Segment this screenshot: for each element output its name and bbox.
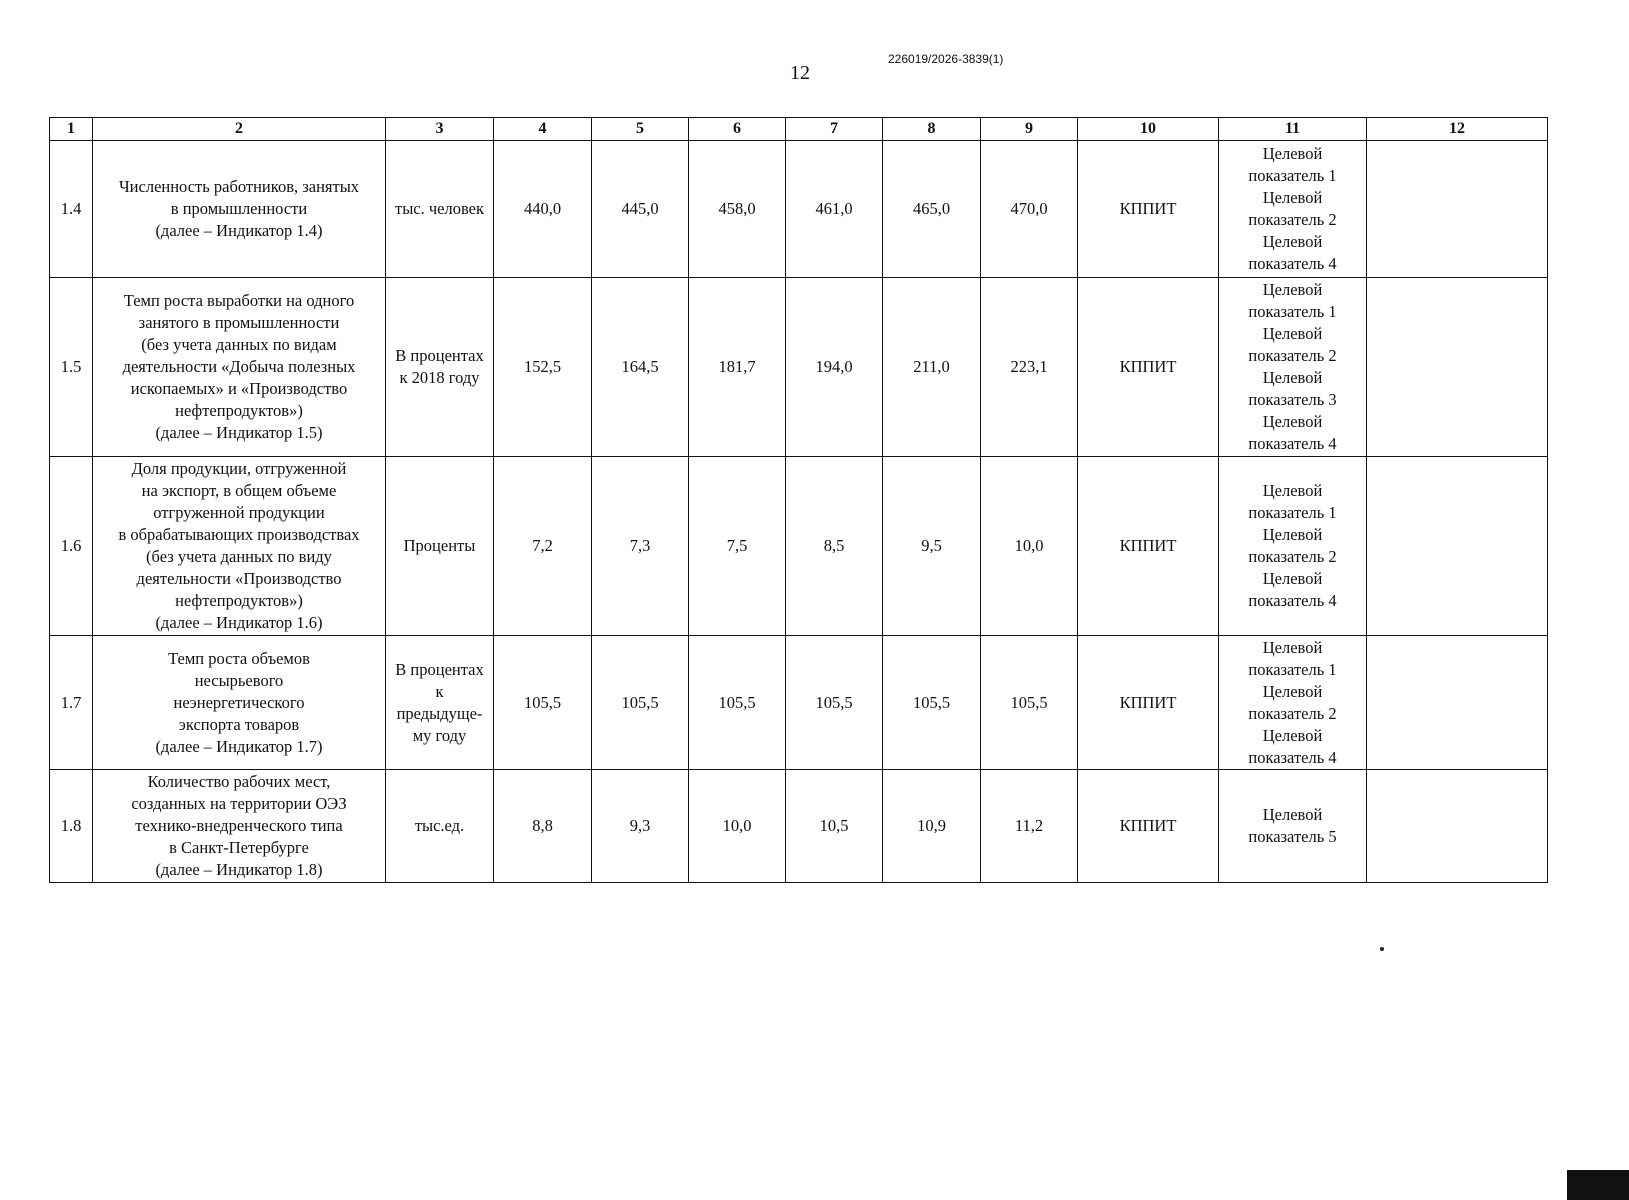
indicator-value: 10,9 [883, 770, 981, 883]
unit-of-measure-line: В процентах [395, 659, 484, 679]
indicator-name [93, 457, 386, 636]
indicator-value: 105,5 [883, 636, 981, 770]
indicator-name [93, 141, 386, 278]
indicator-value: 465,0 [883, 141, 981, 278]
indicator-value: 194,0 [786, 278, 883, 457]
target-indicators-line: показатель 4 [1248, 747, 1337, 767]
page-number: 12 [790, 62, 810, 84]
row-number: 1.6 [50, 457, 93, 636]
indicator-value: 8,5 [786, 457, 883, 636]
indicator-name-line: (далее – Индикатор 1.4) [155, 221, 323, 240]
target-indicators-line: Целевой [1262, 525, 1323, 544]
indicator-name-line: (далее – Индикатор 1.5) [155, 423, 323, 442]
indicator-name-line: нефтепродуктов») [175, 401, 303, 420]
column-header: 9 [981, 118, 1078, 141]
indicator-name-line: Количество рабочих мест, [147, 772, 331, 791]
row-number: 1.5 [50, 278, 93, 457]
column-header: 7 [786, 118, 883, 141]
indicator-value: 11,2 [981, 770, 1078, 883]
indicator-value: 164,5 [592, 278, 689, 457]
indicator-name-line: деятельности «Производство [136, 569, 342, 588]
column-header: 5 [592, 118, 689, 141]
unit-of-measure-line: тыс.ед. [414, 816, 465, 835]
unit-of-measure-line: тыс. человек [394, 199, 484, 218]
target-indicators [1219, 636, 1367, 770]
target-indicators-line: показатель 5 [1248, 827, 1337, 846]
target-indicators-line: Целевой [1262, 368, 1323, 387]
target-indicators-line: Целевой [1262, 324, 1323, 343]
indicator-name-line: деятельности «Добыча полезных [122, 357, 356, 376]
indicator-value: 7,2 [494, 457, 592, 636]
indicator-value: 105,5 [786, 636, 883, 770]
responsible-executor: КППИТ [1078, 278, 1219, 457]
target-indicators-line: показатель 2 [1248, 210, 1337, 229]
indicator-value: 9,3 [592, 770, 689, 883]
indicator-name-line: Темп роста объемов [168, 648, 310, 668]
target-indicators-line: показатель 4 [1248, 591, 1337, 610]
target-indicators-line: показатель 4 [1248, 434, 1337, 453]
indicator-name-line: (далее – Индикатор 1.6) [155, 613, 323, 632]
indicator-value: 211,0 [883, 278, 981, 457]
table-row [50, 278, 1548, 457]
indicator-value: 461,0 [786, 141, 883, 278]
responsible-executor: КППИТ [1078, 141, 1219, 278]
target-indicators-line: показатель 3 [1248, 390, 1337, 409]
target-indicators-line: Целевой [1262, 412, 1323, 431]
indicator-name-line: на экспорт, в общем объеме [141, 481, 337, 500]
column-header: 4 [494, 118, 592, 141]
unit-of-measure [386, 636, 494, 770]
column-header: 10 [1078, 118, 1219, 141]
indicator-value: 458,0 [689, 141, 786, 278]
target-indicators-line: Целевой [1262, 725, 1323, 745]
indicator-name-line: Темп роста выработки на одного [123, 291, 355, 310]
row-number: 1.4 [50, 141, 93, 278]
scan-speck [1380, 947, 1384, 951]
note-cell [1367, 457, 1548, 636]
indicator-name-line: технико-внедренческого типа [135, 816, 343, 835]
responsible-executor: КППИТ [1078, 770, 1219, 883]
row-number: 1.7 [50, 636, 93, 770]
target-indicators [1219, 457, 1367, 636]
unit-of-measure [386, 457, 494, 636]
column-header: 2 [93, 118, 386, 141]
indicator-name-line: неэнергетического [173, 692, 305, 712]
indicator-name-line: Численность работников, занятых [118, 177, 360, 196]
indicator-value: 152,5 [494, 278, 592, 457]
indicators-table [49, 117, 1548, 883]
indicator-name-line: ископаемых» и «Производство [130, 379, 348, 398]
target-indicators-line: Целевой [1262, 805, 1323, 824]
responsible-executor: КППИТ [1078, 457, 1219, 636]
responsible-executor: КППИТ [1078, 636, 1219, 770]
unit-of-measure [386, 141, 494, 278]
column-header: 3 [386, 118, 494, 141]
target-indicators-line: Целевой [1262, 232, 1323, 251]
target-indicators-line: показатель 1 [1248, 166, 1337, 185]
column-header: 11 [1219, 118, 1367, 141]
indicator-name-line: (без учета данных по видам [141, 335, 337, 354]
indicator-name [93, 770, 386, 883]
indicator-value: 470,0 [981, 141, 1078, 278]
target-indicators-line: Целевой [1262, 681, 1323, 701]
indicator-name [93, 636, 386, 770]
indicator-name-line: в Санкт-Петербурге [169, 838, 309, 857]
target-indicators [1219, 770, 1367, 883]
indicator-name-line: созданных на территории ОЭЗ [131, 794, 347, 813]
note-cell [1367, 278, 1548, 457]
note-cell [1367, 770, 1548, 883]
document-id: 226019/2026-3839(1) [888, 52, 1004, 66]
unit-of-measure-line: предыдуще- [396, 703, 483, 723]
indicator-name-line: (далее – Индикатор 1.8) [155, 860, 323, 879]
target-indicators-line: показатель 1 [1248, 302, 1337, 321]
note-cell [1367, 636, 1548, 770]
indicator-name-line: экспорта товаров [178, 714, 300, 734]
target-indicators-line: показатель 2 [1248, 703, 1337, 723]
table-row [50, 141, 1548, 278]
note-cell [1367, 141, 1548, 278]
target-indicators-line: показатель 1 [1248, 503, 1337, 522]
indicator-name-line: нефтепродуктов») [175, 591, 303, 610]
table-body [50, 141, 1548, 883]
indicator-value: 440,0 [494, 141, 592, 278]
target-indicators-line: Целевой [1262, 280, 1323, 299]
scan-edge-mark [1567, 1170, 1629, 1200]
indicator-value: 10,5 [786, 770, 883, 883]
table-header-row [50, 118, 1548, 141]
target-indicators-line: Целевой [1262, 144, 1323, 163]
indicator-name-line: занятого в промышленности [138, 313, 340, 332]
unit-of-measure-line: к 2018 году [399, 368, 480, 387]
indicator-value: 445,0 [592, 141, 689, 278]
target-indicators [1219, 141, 1367, 278]
indicator-name-line: отгруженной продукции [153, 503, 325, 522]
indicator-name-line: несырьевого [194, 670, 284, 690]
indicator-value: 105,5 [592, 636, 689, 770]
indicator-name [93, 278, 386, 457]
indicator-value: 10,0 [981, 457, 1078, 636]
row-number: 1.8 [50, 770, 93, 883]
indicator-value: 223,1 [981, 278, 1078, 457]
indicator-value: 8,8 [494, 770, 592, 883]
target-indicators-line: показатель 2 [1248, 346, 1337, 365]
target-indicators-line: Целевой [1262, 481, 1323, 500]
indicator-name-line: (без учета данных по виду [146, 547, 332, 566]
unit-of-measure [386, 278, 494, 457]
column-header: 6 [689, 118, 786, 141]
indicator-name-line: (далее – Индикатор 1.7) [155, 736, 323, 756]
unit-of-measure-line: Проценты [403, 536, 476, 555]
target-indicators-line: Целевой [1262, 637, 1323, 657]
table-row [50, 457, 1548, 636]
indicator-name-line: Доля продукции, отгруженной [131, 459, 347, 478]
indicator-name-line: в обрабатывающих производствах [118, 525, 360, 544]
column-header: 1 [50, 118, 93, 141]
indicator-value: 105,5 [981, 636, 1078, 770]
target-indicators [1219, 278, 1367, 457]
target-indicators-line: показатель 1 [1248, 659, 1337, 679]
indicator-value: 7,5 [689, 457, 786, 636]
target-indicators-line: показатель 4 [1248, 254, 1337, 273]
target-indicators-line: Целевой [1262, 569, 1323, 588]
column-header: 8 [883, 118, 981, 141]
indicator-value: 7,3 [592, 457, 689, 636]
indicator-value: 10,0 [689, 770, 786, 883]
unit-of-measure-line: к [435, 681, 444, 701]
unit-of-measure [386, 770, 494, 883]
unit-of-measure-line: В процентах [395, 346, 484, 365]
target-indicators-line: Целевой [1262, 188, 1323, 207]
table-row [50, 636, 1548, 770]
indicator-name-line: в промышленности [170, 199, 308, 218]
indicator-value: 105,5 [689, 636, 786, 770]
indicator-value: 105,5 [494, 636, 592, 770]
indicator-value: 181,7 [689, 278, 786, 457]
table-row [50, 770, 1548, 883]
unit-of-measure-line: му году [412, 725, 467, 745]
column-header: 12 [1367, 118, 1548, 141]
target-indicators-line: показатель 2 [1248, 547, 1337, 566]
indicator-value: 9,5 [883, 457, 981, 636]
